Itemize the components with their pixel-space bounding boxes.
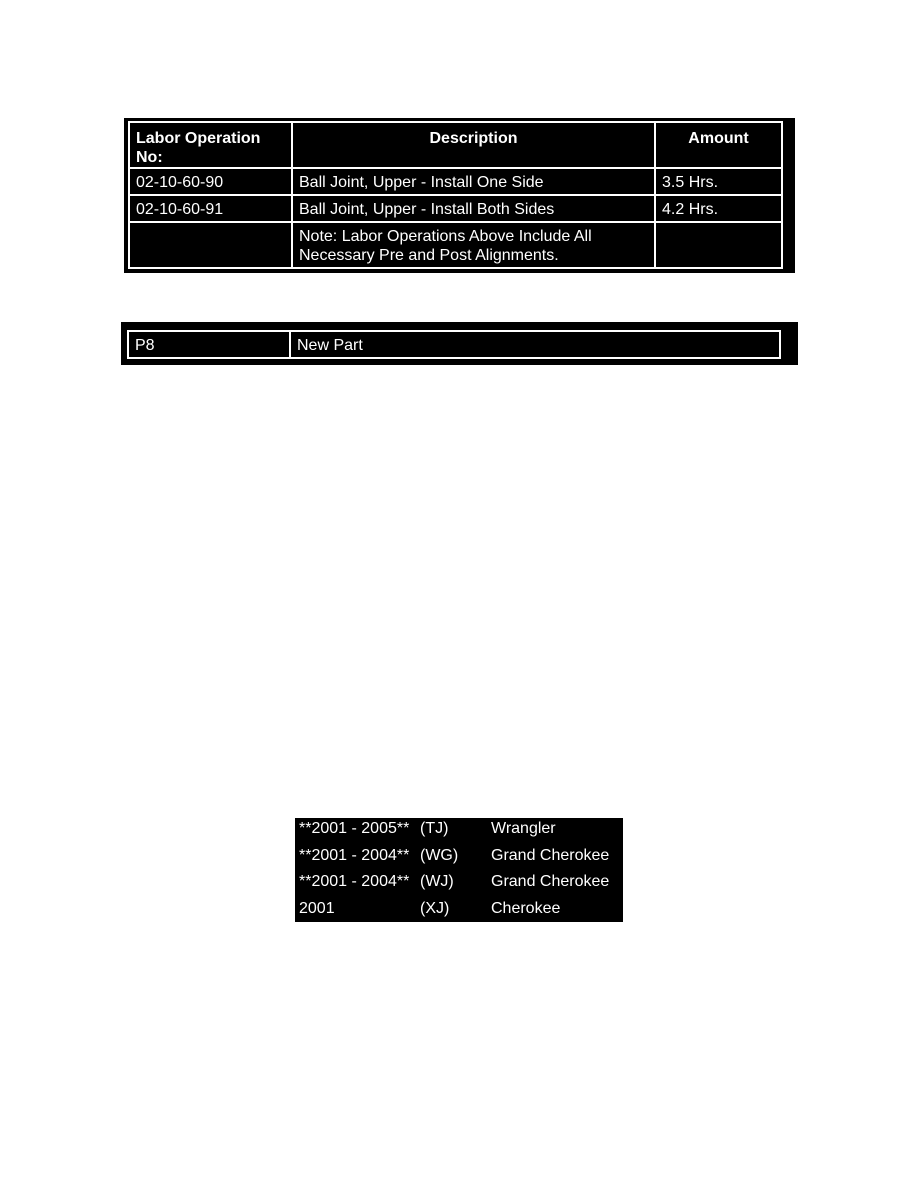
model-years: 2001 bbox=[299, 900, 335, 917]
labor-row-1-description: Ball Joint, Upper - Install One Side bbox=[291, 167, 656, 196]
labor-note: Note: Labor Operations Above Include All Necessary Pre and Post Alignments. bbox=[291, 221, 656, 269]
labor-row-1-operation: 02-10-60-90 bbox=[128, 167, 293, 196]
model-row bbox=[295, 899, 623, 925]
model-row bbox=[295, 872, 623, 898]
header-amount: Amount bbox=[654, 121, 783, 169]
header-labor-operation-no: Labor Operation No: bbox=[128, 121, 293, 169]
model-code: (WG) bbox=[420, 847, 459, 864]
part-table bbox=[121, 322, 798, 365]
labor-row-3-operation bbox=[128, 221, 293, 269]
labor-row-2-amount: 4.2 Hrs. bbox=[654, 194, 783, 223]
vehicle-models-table bbox=[295, 818, 623, 922]
model-years: **2001 - 2004** bbox=[299, 847, 410, 864]
model-row bbox=[295, 819, 623, 845]
part-code: P8 bbox=[127, 330, 291, 359]
model-name: Grand Cherokee bbox=[491, 873, 610, 890]
labor-row-3-amount bbox=[654, 221, 783, 269]
model-row bbox=[295, 846, 623, 872]
model-code: (WJ) bbox=[420, 873, 454, 890]
labor-row-1-amount: 3.5 Hrs. bbox=[654, 167, 783, 196]
part-description: New Part bbox=[289, 330, 781, 359]
model-name: Grand Cherokee bbox=[491, 847, 610, 864]
model-name: Cherokee bbox=[491, 900, 561, 917]
labor-operations-table bbox=[124, 118, 795, 273]
model-name: Wrangler bbox=[491, 820, 556, 837]
header-description: Description bbox=[291, 121, 656, 169]
labor-row-2-description: Ball Joint, Upper - Install Both Sides bbox=[291, 194, 656, 223]
labor-row-2-operation: 02-10-60-91 bbox=[128, 194, 293, 223]
model-code: (TJ) bbox=[420, 820, 449, 837]
model-code: (XJ) bbox=[420, 900, 450, 917]
model-years: **2001 - 2005** bbox=[299, 820, 410, 837]
model-years: **2001 - 2004** bbox=[299, 873, 410, 890]
